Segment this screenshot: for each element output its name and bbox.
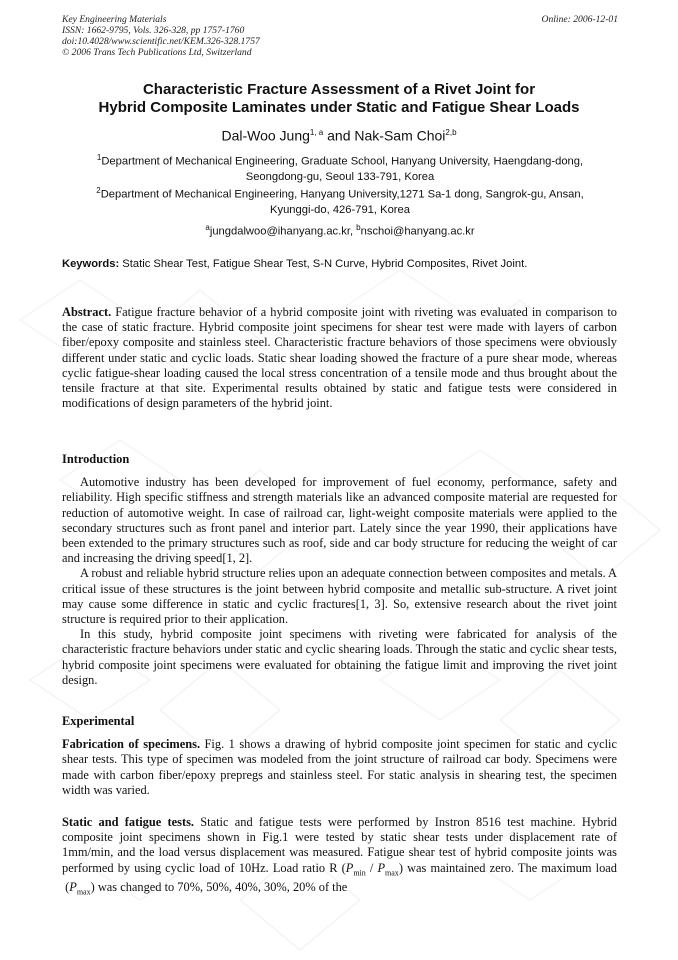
affiliation-1 — [62, 150, 618, 185]
affiliation-1-line-2: Seongdong-gu, Seoul 133-791, Korea — [245, 170, 435, 183]
static-fatigue-paragraph — [62, 815, 617, 900]
email-b[interactable]: nschoi@hanyang.ac.kr — [360, 225, 475, 238]
affiliation-2 — [62, 183, 618, 218]
paper-title — [40, 81, 638, 117]
introduction-heading: Introduction — [62, 452, 130, 466]
static-fatigue-text-1: Static and fatigue tests were performed by Instron 8516 test machine. Hybrid composite joint specimens shown in Fig.1 were tested by static shear tests under displacement rate of 1mm/min, and the load versus displacement was measured. Fatigue shear test of hybrid composite joints was performed by using cyclic load of 10Hz. Load ratio R — [62, 815, 617, 875]
abstract-section — [62, 305, 617, 411]
static-fatigue-label: Static and fatigue tests. — [62, 815, 195, 829]
max-load-formula: $(P_{max})$ — [62, 880, 95, 897]
static-fatigue-text-3: was changed to 70%, 50%, 40%, 30%, 20% of the — [94, 880, 348, 895]
journal-name: Key Engineering Materials — [62, 14, 167, 25]
load-ratio-formula: $(P_{min} / P_{max})$ — [337, 860, 403, 878]
abstract-text: Fatigue fracture behavior of a hybrid composite joint with riveting was evaluated in comparison to the case of static fracture. Hybrid composite joint specimens for shear test were made with layers of carbon fiber/epoxy composite and stainless steel. Characteristic fracture behaviors of those specimens were obviously different under static and cyclic loads. Static shear loading showed the fracture of a pure shear mode, whereas cyclic fatigue-shear loading caused the local stress concentration of a tensile mode and thus brought about the tensile fracture at that site. Experimental results obtained by static and fatigue tests were considered in modifications of design parameters of the hybrid joint. — [62, 305, 617, 411]
introduction-section — [62, 452, 617, 688]
abstract-paragraph — [62, 305, 617, 411]
email-a-mark: a — [205, 223, 210, 232]
introduction-paragraph-3: In this study, hybrid composite joint specimens with riveting were fabricated for analysis of the characteristic fracture behaviors under static and cyclic shearing loads. Through the static and cyclic shear tests, hybrid composite joint specimens were evaluated for obtaining the fatigue limit and improving the rivet joint design. — [62, 627, 617, 687]
email-b-mark: b — [356, 223, 361, 232]
author-1: Dal-Woo Jung — [221, 127, 310, 144]
author-list — [40, 124, 638, 145]
introduction-paragraph-2: A robust and reliable hybrid structure relies upon an adequate connection between composites and metals. A critical issue of these structures is the joint between hybrid composite and metallic sub-structure. A rivet joint may cause some difference in static and cyclic fractures[1, 3]. So, extensive research about the rivet joint structure is required prior to their application. — [62, 566, 617, 627]
author-1-affiliation-mark: 1, a — [309, 128, 324, 137]
fabrication-paragraph — [62, 737, 617, 798]
doi-line: doi:10.4028/www.scientific.net/KEM.326-328.1757 — [62, 36, 260, 47]
issn-line: ISSN: 1662-9795, Vols. 326-328, pp 1757-1760 — [62, 25, 245, 36]
keywords-text: Static Shear Test, Fatigue Shear Test, S-N Curve, Hybrid Composites, Rivet Joint. — [119, 258, 528, 270]
experimental-section — [62, 714, 617, 798]
fabrication-label: Fabrication of specimens. — [62, 737, 201, 752]
journal-header — [62, 14, 618, 58]
affiliation-1-line-1: Department of Mechanical Engineering, Graduate School, Hanyang University, Haengdang-dong, — [101, 155, 584, 168]
keywords — [62, 257, 618, 271]
email-a[interactable]: jungdalwoo@ihanyang.ac.kr, — [209, 225, 357, 238]
affiliation-2-line-2: Kyunggi-do, 426-791, Korea — [270, 203, 410, 216]
affiliation-1-mark: 1 — [96, 153, 102, 162]
affiliation-2-mark: 2 — [96, 186, 101, 195]
title-line-2: Hybrid Composite Laminates under Static and Fatigue Shear Loads — [98, 99, 580, 116]
static-fatigue-text-2: was maintained zero. The maximum load — [402, 860, 617, 875]
abstract-label: Abstract. — [62, 305, 112, 319]
author-conjunction: and — [323, 127, 355, 144]
static-fatigue-section — [62, 815, 617, 900]
author-2: Nak-Sam Choi — [354, 127, 446, 144]
copyright-line: © 2006 Trans Tech Publications Ltd, Switzerland — [62, 47, 252, 58]
keywords-label: Keywords: — [62, 258, 120, 270]
author-2-affiliation-mark: 2,b — [445, 128, 457, 137]
affiliation-2-line-1: Department of Mechanical Engineering, Hanyang University,1271 Sa-1 dong, Sangrok-gu, Ansan, — [100, 188, 584, 201]
online-date: Online: 2006-12-01 — [541, 14, 618, 25]
introduction-paragraph-1: Automotive industry has been developed for improvement of fuel economy, performance, safety and reliability. High specific stiffness and strength materials like an advanced composite material are requested for reduction of automotive weight. In case of railroad car, light-weight composite materials were applied to the secondary structures such as front panel and interior part. Lately since the year 1990, their applications have been extended to the primary structures such as roof, side and car body structure for reducing the weight of car and increasing the driving speed[1, 2]. — [62, 475, 617, 566]
author-emails — [62, 221, 618, 239]
experimental-heading: Experimental — [62, 714, 135, 728]
fabrication-text: Fig. 1 shows a drawing of hybrid composite joint specimen for static and cyclic shear tests. This type of specimen was modeled from the joint structure of railroad car body. Specimens were made with carbon fiber/epoxy prepregs and stainless steel. For static analysis in shearing test, the specimen width was varied. — [62, 737, 617, 797]
title-line-1: Characteristic Fracture Assessment of a Rivet Joint for — [142, 81, 536, 98]
